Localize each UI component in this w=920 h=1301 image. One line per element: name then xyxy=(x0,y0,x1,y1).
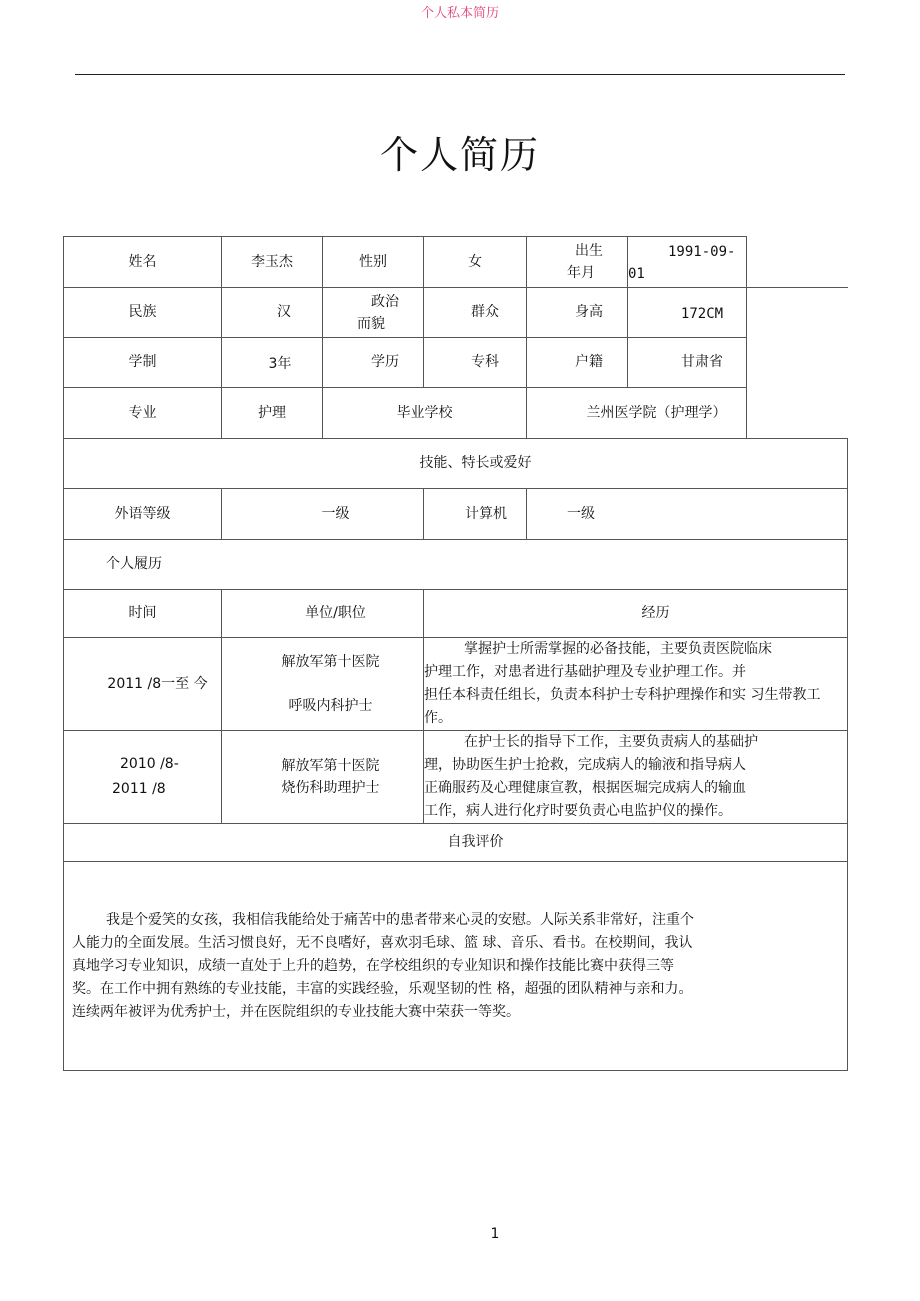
name-label: 姓名 xyxy=(64,237,222,288)
history-unit xyxy=(222,731,424,824)
birth-value-line2: 01 xyxy=(628,266,645,282)
schooling-value: 3年 xyxy=(222,338,323,388)
history-unit-name: 解放军第十医院 xyxy=(281,758,380,774)
name-value: 李玉杰 xyxy=(222,237,323,288)
birth-label-line1: 出生 xyxy=(575,243,603,259)
birth-value xyxy=(628,237,747,288)
self-eval-title: 自我评价 xyxy=(64,824,848,862)
header-divider xyxy=(75,74,845,75)
page-number: 1 xyxy=(490,1226,500,1242)
exp-line: 担任本科责任组长，负责本科护士专科护理操作和实 习生带教工作。 xyxy=(424,687,821,726)
ethnicity-label: 民族 xyxy=(64,288,222,338)
history-time-line1: 2010 /8- xyxy=(120,756,179,772)
school-value: 兰州医学院（护理学） xyxy=(527,388,747,439)
gender-value: 女 xyxy=(424,237,527,288)
eval-line: 真地学习专业知识，成绩一直处于上升的趋势，在学校组织的专业知识和操作技能比赛中获得三等 xyxy=(72,957,674,974)
language-value: 一级 xyxy=(222,489,424,540)
history-experience xyxy=(424,731,848,824)
politics-label xyxy=(323,288,424,338)
computer-label: 计算机 xyxy=(424,489,527,540)
history-col-unit: 单位/职位 xyxy=(222,590,424,638)
education-value: 专科 xyxy=(424,338,527,388)
history-time: 2011 /8一至 今 xyxy=(64,638,222,731)
ethnicity-value: 汉 xyxy=(222,288,323,338)
skills-title: 技能、特长或爱好 xyxy=(64,439,848,489)
photo-area-3 xyxy=(747,338,848,388)
photo-area xyxy=(747,237,848,288)
eval-line: 我是个爱笑的女孩，我相信我能给处于痛苦中的患者带来心灵的安慰。人际关系非常好，注重个 xyxy=(106,911,694,928)
exp-line: 工作，病人进行化疗时要负责心电监护仪的操作。 xyxy=(424,803,732,819)
hukou-value: 甘肃省 xyxy=(628,338,747,388)
history-unit-name: 解放军第十医院 xyxy=(281,654,380,670)
birth-label-line2: 年月 xyxy=(567,265,595,281)
language-label: 外语等级 xyxy=(64,489,222,540)
politics-value: 群众 xyxy=(424,288,527,338)
major-label: 专业 xyxy=(64,388,222,439)
schooling-label: 学制 xyxy=(64,338,222,388)
table-row xyxy=(64,638,920,731)
self-eval-body xyxy=(64,862,848,1071)
history-time-line2: 2011 /8 xyxy=(112,781,166,797)
page-header: 个人私本简历 xyxy=(420,6,499,21)
history-position: 呼吸内科护士 xyxy=(288,698,373,714)
politics-label-line2: 而貌 xyxy=(357,315,385,332)
eval-line: 人能力的全面发展。生活习惯良好，无不良嗜好，喜欢羽毛球、篮 球、音乐、看书。在校期间，我认 xyxy=(72,934,693,951)
history-title: 个人履历 xyxy=(64,540,848,590)
exp-line: 护理工作，对患者进行基础护理及专业护理工作。并 xyxy=(424,664,746,680)
height-label: 身高 xyxy=(527,288,628,338)
politics-label-line1: 政治 xyxy=(371,293,399,310)
table-row xyxy=(64,731,920,824)
eval-line: 连续两年被评为优秀护士，并在医院组织的专业技能大赛中荣获一等奖。 xyxy=(72,1003,520,1020)
hukou-label: 户籍 xyxy=(527,338,628,388)
exp-line: 在护士长的指导下工作，主要负责病人的基础护 xyxy=(464,734,758,750)
school-label: 毕业学校 xyxy=(323,388,527,439)
history-experience xyxy=(424,638,848,731)
history-col-exp: 经历 xyxy=(424,590,848,638)
history-unit xyxy=(222,638,424,731)
history-col-time: 时间 xyxy=(64,590,222,638)
height-value: 172CM xyxy=(628,288,747,338)
page-title: 个人简历 xyxy=(379,133,540,177)
history-position: 烧伤科助理护士 xyxy=(281,780,380,796)
history-time xyxy=(64,731,222,824)
resume-table xyxy=(63,236,920,1071)
major-value: 护理 xyxy=(222,388,323,439)
photo-area-4 xyxy=(747,388,848,439)
gender-label: 性别 xyxy=(323,237,424,288)
birth-value-line1: 1991-09- xyxy=(668,244,736,260)
photo-area-2 xyxy=(747,288,848,338)
eval-line: 奖。在工作中拥有熟练的专业技能，丰富的实践经验，乐观坚韧的性 格，超强的团队精神与亲和力。 xyxy=(72,980,693,997)
birth-label xyxy=(527,237,628,288)
exp-line: 正确服药及心理健康宣教，根据医堀完成病人的输血 xyxy=(424,780,746,796)
education-label: 学历 xyxy=(323,338,424,388)
exp-line: 掌握护士所需掌握的必备技能，主要负责医院临床 xyxy=(464,641,772,657)
exp-line: 理，协助医生护士抢救，完成病人的输液和指导病人 xyxy=(424,757,746,773)
computer-value: 一级 xyxy=(527,489,848,540)
